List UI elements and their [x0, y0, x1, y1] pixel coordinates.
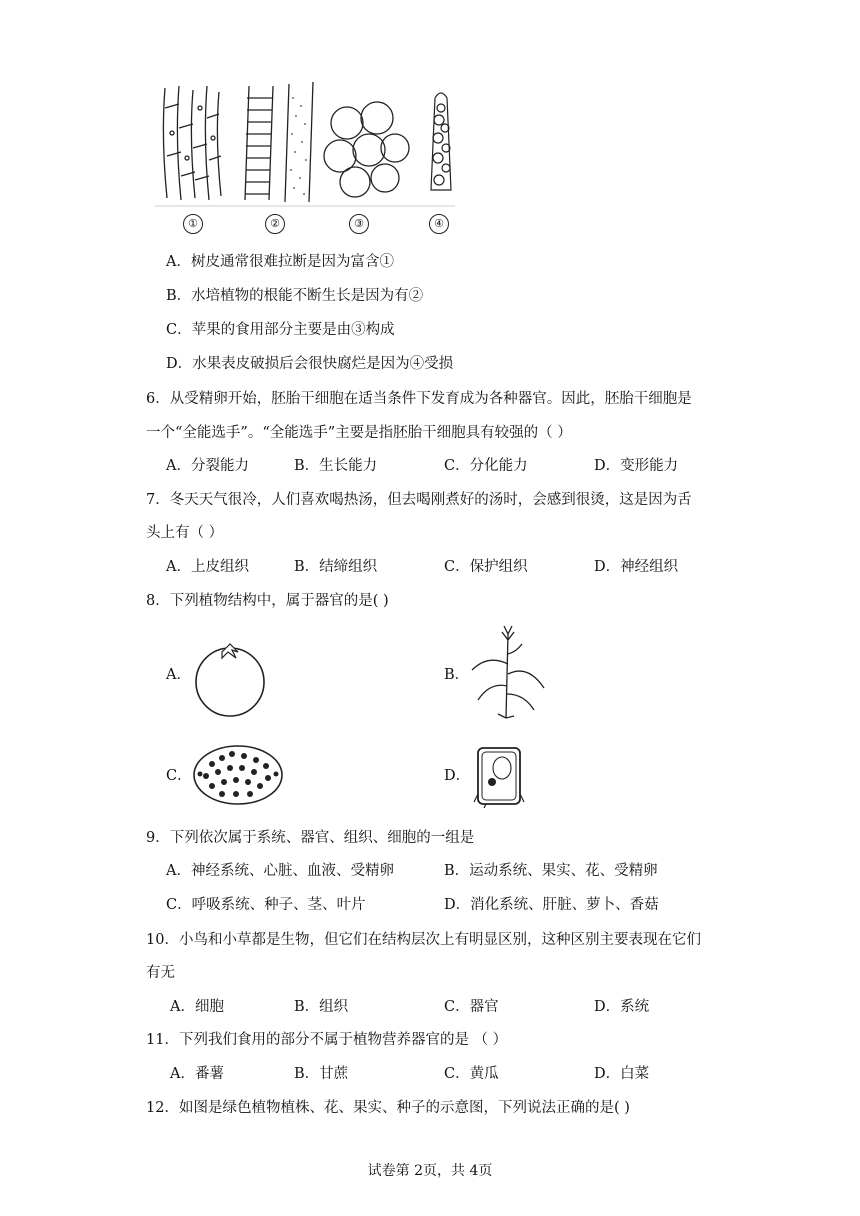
- q9-option-b: B．运动系统、果实、花、受精卵: [444, 863, 658, 879]
- q8-label-d: D．: [444, 768, 471, 784]
- q8-stem: 8．下列植物结构中，属于器官的是( ): [146, 593, 389, 609]
- q6-stem-line2: 一个“全能选手”。“全能选手”主要是指胚胎干细胞具有较强的（ ）: [146, 425, 572, 441]
- corn-plant-image: [468, 624, 548, 720]
- q7-stem-line1: 7．冬天天气很冷，人们喜欢喝热汤，但去喝刚煮好的汤时，会感到很烫，这是因为舌: [146, 492, 692, 508]
- q10-stem-line1: 10．小鸟和小草都是生物，但它们在结构层次上有明显区别，这种区别主要表现在它们: [146, 932, 701, 948]
- figure-label-3: ③: [349, 214, 369, 234]
- figure-label-2: ②: [265, 214, 285, 234]
- tissue-figure: [155, 78, 455, 238]
- q6-option-d: D．变形能力: [594, 458, 679, 474]
- tissue-4-drawing: [431, 93, 451, 190]
- q8-label-b: B．: [444, 667, 470, 683]
- q8-label-a: A．: [166, 667, 191, 683]
- q9-option-d: D．消化系统、肝脏、萝卜、香菇: [444, 897, 659, 913]
- tissue-2-dots: [290, 97, 307, 195]
- q11-option-d: D．白菜: [594, 1066, 650, 1082]
- q7-option-d: D．神经组织: [594, 559, 679, 575]
- q5-option-a: A．树皮通常很难拉断是因为富含①: [166, 254, 394, 270]
- q6-option-a: A．分裂能力: [166, 458, 249, 474]
- page-footer: 试卷第 2页，共 4页: [367, 1163, 493, 1179]
- q11-option-c: C．黄瓜: [444, 1066, 499, 1082]
- q9-option-a: A．神经系统、心脏、血液、受精卵: [166, 863, 394, 879]
- figure-label-1: ①: [183, 214, 203, 234]
- q11-option-a: A．番薯: [170, 1066, 224, 1082]
- q7-option-a: A．上皮组织: [166, 559, 249, 575]
- q7-stem-line2: 头上有（ ）: [146, 525, 224, 541]
- tissue-patch-image: [192, 744, 284, 806]
- q10-option-b: B．组织: [294, 999, 349, 1015]
- q9-stem: 9．下列依次属于系统、器官、组织、细胞的一组是: [146, 830, 475, 846]
- q10-stem-line2: 有无: [146, 965, 175, 981]
- q6-option-c: C．分化能力: [444, 458, 528, 474]
- tomato-image: [192, 640, 268, 718]
- q6-option-b: B．生长能力: [294, 458, 378, 474]
- tissue-drawing: [155, 78, 455, 208]
- q10-option-c: C．器官: [444, 999, 499, 1015]
- q7-option-b: B．结缔组织: [294, 559, 378, 575]
- q12-stem: 12．如图是绿色植物植株、花、果实、种子的示意图，下列说法正确的是( ): [146, 1100, 630, 1116]
- q5-option-c: C．苹果的食用部分主要是由③构成: [166, 322, 395, 338]
- figure-label-4: ④: [429, 214, 449, 234]
- tissue-3-drawing: [324, 102, 409, 197]
- q11-stem: 11．下列我们食用的部分不属于植物营养器官的是 （ ）: [146, 1032, 508, 1048]
- q10-option-d: D．系统: [594, 999, 650, 1015]
- q5-option-d: D．水果表皮破损后会很快腐烂是因为④受损: [166, 356, 454, 372]
- q8-label-c: C．: [166, 768, 192, 784]
- q6-stem-line1: 6．从受精卵开始，胚胎干细胞在适当条件下发育成为各种器官。因此，胚胎干细胞是: [146, 391, 692, 407]
- q10-option-a: A．细胞: [170, 999, 224, 1015]
- q7-option-c: C．保护组织: [444, 559, 528, 575]
- q5-option-b: B．水培植物的根能不断生长是因为有②: [166, 288, 424, 304]
- tissue-1-drawing: [163, 86, 221, 200]
- q11-option-b: B．甘蔗: [294, 1066, 349, 1082]
- q9-option-c: C．呼吸系统、种子、茎、叶片: [166, 897, 366, 913]
- plant-cell-image: [472, 744, 526, 810]
